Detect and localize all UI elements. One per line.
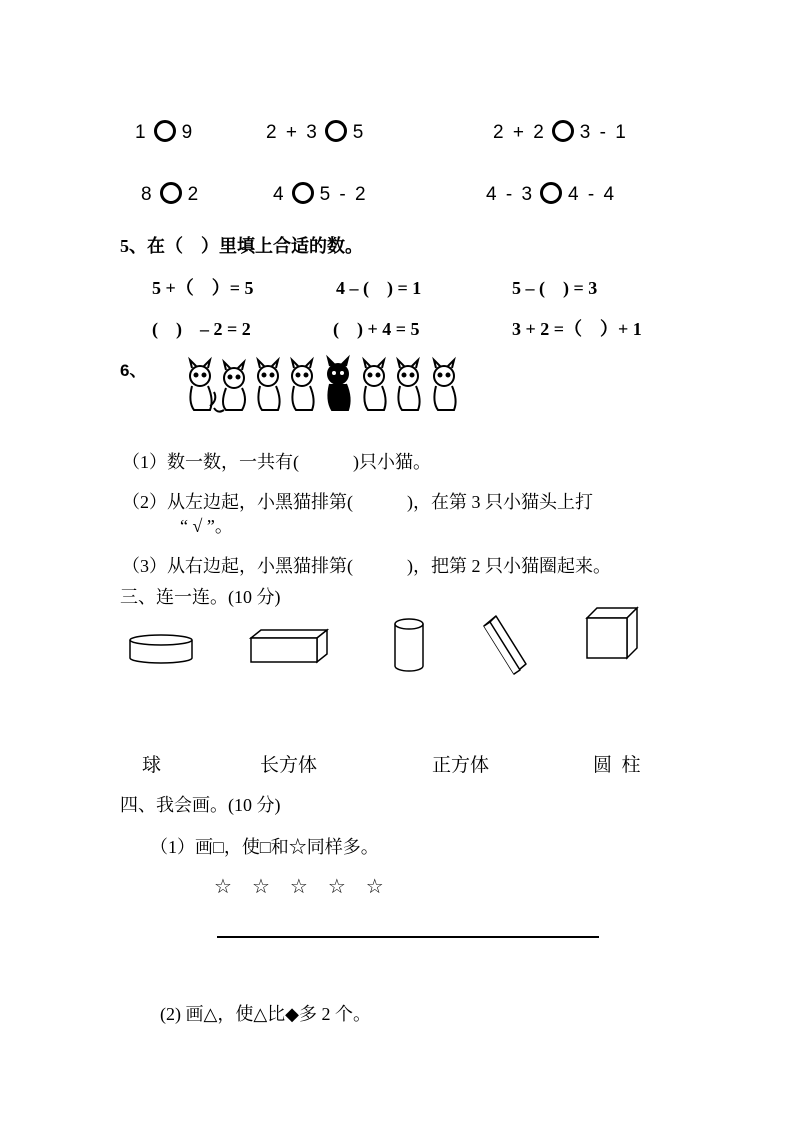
- compare-circle[interactable]: [540, 182, 562, 204]
- cat-4: [292, 360, 314, 410]
- compare-circle[interactable]: [552, 120, 574, 142]
- tilted-prism-shape[interactable]: [480, 612, 530, 676]
- cat-3: [258, 360, 280, 410]
- q5-r2-c2[interactable]: ( ) + 4 = 5: [333, 319, 420, 339]
- cats-image: [182, 358, 466, 414]
- q5-r2-c1[interactable]: ( ) – 2 = 2: [152, 319, 251, 339]
- compare-circle[interactable]: [325, 120, 347, 142]
- compare-left: 1: [135, 122, 148, 143]
- compare-circle[interactable]: [154, 120, 176, 142]
- q6-sub2-check: “ √ ”。: [180, 516, 233, 536]
- cuboid-shape[interactable]: [249, 628, 329, 664]
- cat-8: [434, 360, 456, 410]
- section4-title: 四、我会画。(10 分): [120, 795, 281, 815]
- label-cube[interactable]: 正方体: [432, 755, 490, 776]
- compare-left: 2 + 3: [266, 122, 319, 143]
- star-icon: ☆: [327, 876, 346, 898]
- star-icon: ☆: [214, 876, 232, 898]
- label-cuboid[interactable]: 长方体: [260, 755, 318, 776]
- q6-sub2[interactable]: （2）从左边起，小黑猫排第( )，在第 3 只小猫头上打: [122, 492, 593, 512]
- compare-left: 8: [141, 184, 154, 205]
- label-sphere[interactable]: 球: [142, 755, 162, 776]
- q5-title: 5、在（ ）里填上合适的数。: [120, 236, 363, 256]
- compare-circle[interactable]: [160, 182, 182, 204]
- q5-r1-c1[interactable]: 5 +（ ）= 5: [152, 278, 254, 298]
- compare-row2-item2: [273, 182, 368, 206]
- cat-6: [364, 360, 386, 410]
- q5-r1-c2[interactable]: 4 – ( ) = 1: [336, 278, 422, 298]
- q5-r1-c3[interactable]: 5 – ( ) = 3: [512, 278, 598, 298]
- draw-q2: (2) 画△，使△比◆多 2 个。: [160, 1004, 372, 1024]
- stars-row: [214, 874, 384, 899]
- compare-left: 4 - 3: [486, 184, 535, 205]
- compare-left: 4: [273, 184, 286, 205]
- label-cylinder[interactable]: 圆 柱: [593, 755, 641, 776]
- cat-1: [190, 360, 215, 410]
- compare-row2-item1: [141, 182, 200, 206]
- compare-right: 3 - 1: [579, 122, 628, 143]
- star-icon: ☆: [289, 876, 308, 898]
- q6-sub3[interactable]: （3）从右边起，小黑猫排第( )，把第 2 只小猫圈起来。: [122, 556, 611, 576]
- draw-q1: （1）画□，使□和☆同样多。: [150, 837, 379, 857]
- cat-7: [398, 360, 420, 410]
- q5-r2-c3[interactable]: 3 + 2 =（ ）+ 1: [512, 319, 642, 339]
- cylinder-tall-shape[interactable]: [392, 616, 426, 674]
- compare-circle[interactable]: [292, 182, 314, 204]
- cube-shape[interactable]: [585, 606, 639, 660]
- compare-right: 4 - 4: [568, 184, 617, 205]
- compare-right: 9: [181, 122, 195, 143]
- drawing-line[interactable]: [217, 936, 599, 938]
- compare-row1-item2: [266, 120, 365, 144]
- compare-row1-item3: [493, 120, 628, 144]
- cat-2: [214, 362, 245, 412]
- cylinder-flat-shape[interactable]: [128, 632, 194, 666]
- compare-row2-item3: [486, 182, 616, 206]
- cat-black: [328, 358, 350, 410]
- compare-left: 2 + 2: [493, 122, 546, 143]
- compare-row1-item1: [135, 120, 194, 144]
- q6-sub1[interactable]: （1）数一数，一共有( )只小猫。: [122, 452, 431, 472]
- section3-title: 三、连一连。(10 分): [120, 587, 281, 607]
- compare-right: 5 - 2: [319, 184, 368, 205]
- compare-right: 2: [187, 184, 201, 205]
- star-icon: ☆: [365, 876, 384, 898]
- star-icon: ☆: [251, 876, 270, 898]
- q6-title: 6、: [120, 361, 147, 380]
- compare-right: 5: [352, 122, 366, 143]
